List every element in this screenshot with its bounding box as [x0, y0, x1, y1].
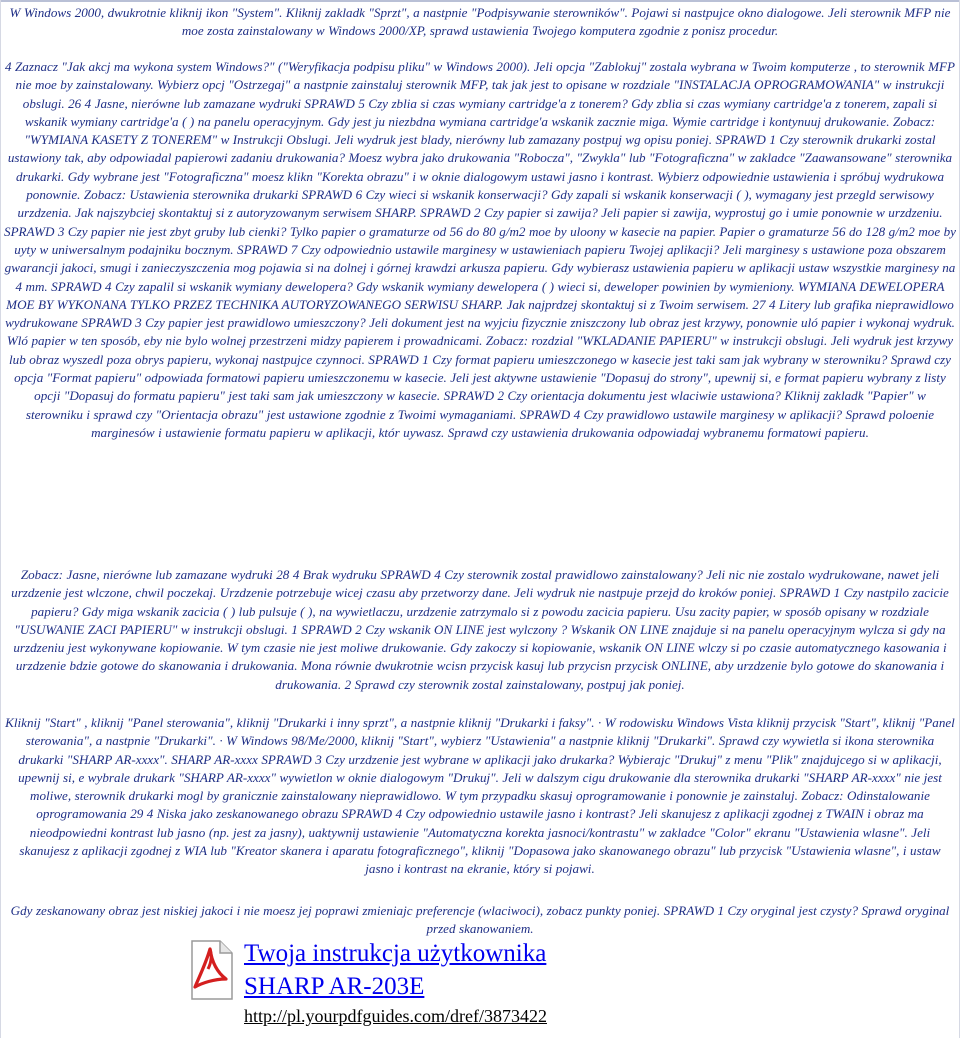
manual-title-link[interactable]: Twoja instrukcja użytkownika — [244, 940, 547, 967]
paragraph-signing-drivers: W Windows 2000, dwukrotnie kliknij ikon "System". Kliknij zakladk "Sprzt", a nastpnie "Podpisywanie sterowników". Pojawi si nastpujce okno dialogowe. Jeli sterownik MFP nie moe zosta zainstalowany w Windows 2000/XP, sprawd ustawienia Twojego komputera zgodnie z ponisz procedur. — [9, 5, 951, 39]
paragraph-no-printout: Zobacz: Jasne, nierówne lub zamazane wydruki 28 4 Brak wydruku SPRAWD 4 Czy sterownik zostal prawidlowo zainstalowany? Jeli nic nie zostalo wydrukowane, nawet jeli urzdzenie jest wlczone, chwil poczekaj. Urzdzenie potrzebuje wicej czasu aby przetworzy dane. Jeli wydruk nie nastpuje przejd do kroków poniej. SPRAWD 1 Czy nastpilo zacicie papieru? Gdy miga wskanik zacicia ( ) lub pulsuje ( ), na wywietlaczu, urzdzenie zatrzymalo si z powodu zacicia papieru. Usu zacity papier, w sposób opisany w rozdziale "USUWANIE ZACI PAPIERU" w instrukcji obslugi. 1 SPRAWD 2 Czy wskanik ON LINE jest wylczony ? Wskanik ON LINE znajduje si na panelu operacyjnym wylcza si gdy na urzdzeniu jest wykonywane kopiowanie. W tym czasie nie jest moliwe drukowanie. Gdy zakoczy si kopiowanie, wskanik ON LINE wlczy si po czasie automatycznego kasowania i urzdzenie bdzie gotowe do skanowania i drukowania. Mona równie dwukrotnie wcisn przycisk kasuj lub przycisn przycisk ONLINE, aby urzdzenie bylo gotowe do skanowania i drukowania. 2 Sprawd czy sterownik zostal zainstalowany, postpuj jak poniej. — [11, 567, 949, 692]
page-left-border — [0, 0, 1, 1038]
manual-download-footer — [186, 939, 606, 1029]
paragraph-printer-driver-check: Kliknij "Start" , kliknij "Panel sterowania", kliknij "Drukarki i inny sprzt", a nastpnie kliknij "Drukarki i faksy". · W rodowisku Windows Vista kliknij przycisk "Start", kliknij "Panel sterowania", a nastpnie "Drukarki". · W Windows 98/Me/2000, kliknij "Start", wybierz "Ustawienia" a nastpnie kliknij "Drukarki". Sprawd czy wywietla si ikona sterownika drukarki "SHARP AR-xxxx". SHARP AR-xxxx SPRAWD 3 Czy urzdzenie jest wybrane w aplikacji jako drukarka? Wybierajc "Drukuj" z menu "Plik" znajdujcego si w aplikacji, upewnij si, e wybrale drukark "SHARP AR-xxxx" wywietlon w oknie dialogowym "Drukuj". Jeli w dalszym cigu drukowanie dla sterownika drukarki "SHARP AR-xxxx" nie jest moliwe, sterownik drukarki mogl by granicznie zainstalowany nieprawidlowo. W tym przypadku skasuj oprogramowanie i ponownie je zainstaluj. Zobacz: Odinstalowanie oprogramowania 29 4 Niska jako zeskanowanego obrazu SPRAWD 4 Czy odpowiednio ustawile jasno i kontrast? Jeli skanujesz z aplikacji zgodnej z TWAIN i obraz ma nieodpowiedni kontrast lub jasno (np. jest za jasny), uaktywnij ustawienie "Automatyczna korekta jasnoci/kontrastu" w zakladce "Color" ekranu "Ustawienia wlasne". Jeli skanujesz z aplikacji zgodnej z WIA lub "Kreator skanera i aparatu fotograficznego", kliknij "Dopasowa jako skanowanego obrazu" lub przycisk "Ustawienia wlasne", i ustaw jasno i kontrast na ekranie, który si pojawi. — [5, 715, 955, 877]
download-url-link[interactable]: http://pl.yourpdfguides.com/dref/3873422 — [244, 1006, 547, 1026]
paragraph-troubleshooting-print-quality: 4 Zaznacz "Jak akcj ma wykona system Windows?" ("Weryfikacja podpisu pliku" w Windows 2000). Jeli opcja "Zablokuj" zostala wybrana w Twoim komputerze , to sterownik MFP nie moe by zainstalowany. Wybierz opcj "Ostrzegaj" a nastpnie zainstaluj sterownik MFP, tak jak jest to opisane w rozdziale "INSTALACJA OPROGRAMOWANIA" w instrukcji obslugi. 26 4 Jasne, nierówne lub zamazane wydruki SPRAWD 5 Czy zblia si czas wymiany cartridge'a z tonerem? Gdy zblia si czas wymiany cartridge'a z tonerem, zapali si wskanik wymiany cartridge'a ( ) na panelu operacyjnym. Gdy jest ju niezbdna wymiana cartridge'a wskanik zacznie miga. Wymie cartridge i kontynuuj drukowanie. Zobacz: "WYMIANA KASETY Z TONEREM" w Instrukcji Obslugi. Jeli wydruk jest blady, nierówny lub zamazany postpuj wg opisu poniej. SPRAWD 1 Czy sterownik drukarki zostal ustawiony tak, aby odpowiadal papierowi zadaniu drukowania? Moesz wybra jako drukowania "Robocza", "Zwykla" lub "Fotograficzna" w zakladce "Zaawansowane" sterownika drukarki. Gdy wybrane jest "Fotograficzna" moesz klikn "Korekta obrazu" i w oknie dialogowym ustawi jasno i kontrast. Wybierz odpowiednie ustawienia i spróbuj wydrukowa ponownie. Zobacz: Ustawienia sterownika drukarki SPRAWD 6 Czy wieci si wskanik konserwacji? Gdy zapali si wskanik konserwacji ( ), wymagany jest przegld serwisowy urzdzenia. Jak najszybciej skontaktuj si z autoryzowanym serwisem SHARP. SPRAWD 2 Czy papier si zawija? Jeli papier si zawija, wyprostuj go i umie ponownie w urzdzeniu. SPRAWD 3 Czy papier nie jest zbyt gruby lub cienki? Tylko papier o gramaturze od 56 do 80 g/m2 moe by uloony w kasecie na papier. Papier o gramaturze 56 do 128 g/m2 moe by uyty w uniwersalnym podajniku bocznym. SPRAWD 7 Czy odpowiednio ustawile marginesy w ustawieniach papieru Twojej aplikacji? Jeli marginesy s ustawione poza obszarem gwarancji jakoci, smugi i zanieczyszczenia mog pojawia si na dolnej i górnej krawdzi arkusza papieru. Gdy wybierasz ustawienia papieru w aplikacji ustaw wszystkie marginesy na 4 mm. SPRAWD 4 Czy zapalil si wskanik wymiany dewelopera? Gdy wskanik wymiany dewelopera ( ) wieci si, deweloper powinien by wymieniony. WYMIANA DEWELOPERA MOE BY WYKONANA TYLKO PRZEZ TECHNIKA AUTORYZOWANEGO SERWISU SHARP. Jak najprdzej skontaktuj si z Twoim serwisem. 27 4 Litery lub grafika nieprawidlowo wydrukowane SPRAWD 3 Czy papier jest prawidlowo umieszczony? Jeli dokument jest na wyjciu fizycznie zniszczony lub obraz jest krzywy, ponownie uló papier i wykonaj wydruk. Wló papier w ten sposób, eby nie bylo wolnej przestrzeni midzy papierem i prowadnicami. Zobacz: rozdzial "WKLADANIE PAPIERU" w instrukcji obslugi. Jeli wydruk jest krzywy lub obraz wyszedl poza obrys papieru, wykonaj nastpujce czynnoci. SPRAWD 1 Czy format papieru umieszczonego w kasecie jest taki sam jak wybrany w sterowniku? Sprawd czy opcja "Format papieru" odpowiada formatowi papieru umieszczonemu w kasecie. Jeli jest aktywne ustawienie "Dopasuj do strony", upewnij si, e format papieru wybrany z listy opcji "Dopasuj do formatu papieru" jest taki sam jak umieszczony w kasecie. SPRAWD 2 Czy orientacja dokumentu jest wlaciwie ustawiona? Kliknij zakladk "Papier" w sterowniku i sprawd czy "Orientacja obrazu" jest ustawione zgodnie z Twoimi wymaganiami. SPRAWD 4 Czy prawidlowo ustawile marginesy w aplikacji? Sprawd poloenie marginesów i ustawienie formatu papieru w aplikacji, któr uywasz. Sprawd czy ustawienia drukowania odpowiadaj wybranemu formatowi papieru. — [4, 59, 956, 440]
pdf-file-icon — [186, 939, 234, 1001]
model-name-link[interactable]: SHARP AR-203E — [244, 973, 425, 1000]
paragraph-scan-quality: Gdy zeskanowany obraz jest niskiej jakoci i nie moesz jej poprawi zmieniajc preferencje (wlaciwoci), zobacz punkty poniej. SPRAWD 1 Czy oryginal jest czysty? Sprawd oryginal przed skanowaniem. — [10, 903, 950, 937]
page-top-border — [0, 0, 960, 2]
